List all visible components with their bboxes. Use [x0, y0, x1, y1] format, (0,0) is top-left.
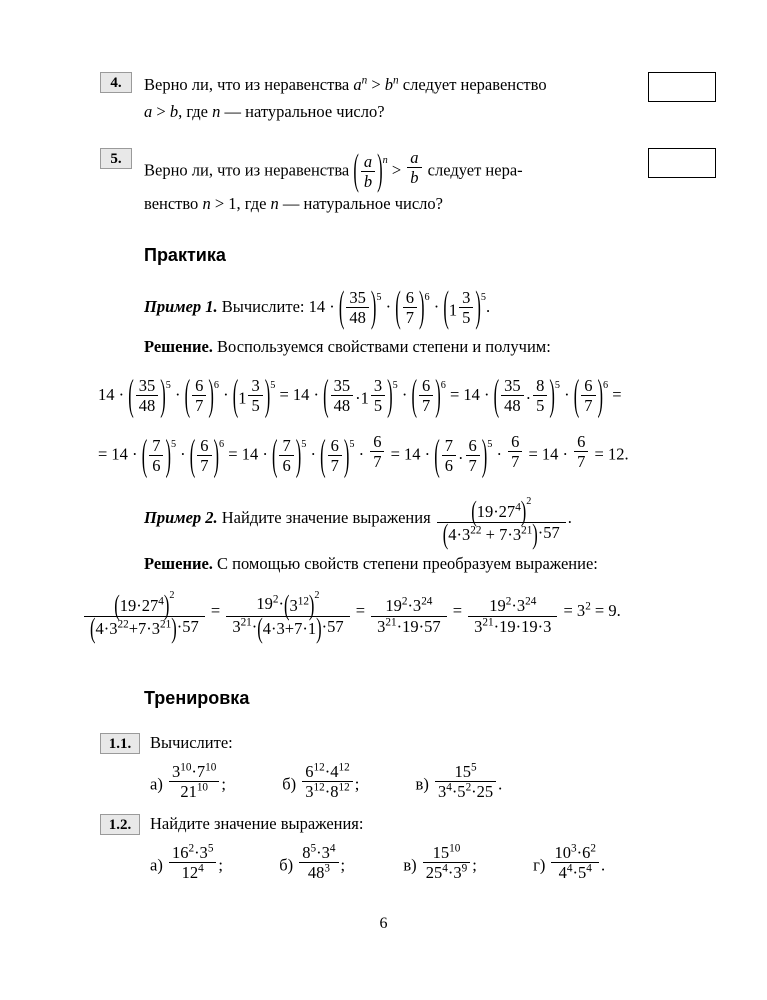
example-1-prompt: Вычислите:	[221, 296, 305, 316]
example-2-prompt: Найдите значение выражения	[221, 507, 431, 527]
question-4-text: Верно ли, что из неравенства $a^n > b^n$ следует неравенство a > b, где n — натуральное число?	[144, 74, 547, 121]
question-4-var-n: n	[212, 101, 221, 121]
question-5-line1-post: следует нера-	[427, 160, 523, 180]
task-1-1-item-c: в) $\frac{15^5}{3^4\cdot 5^2\cdot 25}$ .	[415, 761, 503, 802]
q5-l2-val: 1,	[228, 194, 241, 213]
task-1-2-item-d: г) $\frac{10^3\cdot 6^2}{4^4\cdot 5^4}$ .	[533, 842, 606, 883]
q5-l2-mid: где	[240, 194, 271, 213]
question-5-number: 5.	[100, 148, 132, 169]
task-1-2-number: 1.2.	[100, 814, 140, 835]
q5-l2-pre: венство	[144, 194, 203, 213]
question-5-text	[144, 144, 523, 195]
section-heading-practice: Практика	[144, 245, 226, 265]
question-5-line1-pre: Верно ли, что из неравенства	[144, 160, 354, 180]
q5-rhs-den: b	[407, 167, 421, 187]
item-letter: б)	[282, 774, 297, 794]
q5-exp: n	[382, 155, 388, 167]
task-1-1-text: Вычислите:	[150, 733, 233, 752]
task-1-1-number: 1.1.	[100, 733, 140, 754]
example-1-equation-line-2: = 14 · ( $\frac{7}{6}$ )$^5$ · ( $\frac{6}{7}$ )$^6$ = 14 · ( $\frac{7}{6}$ )$^5$ · ( $\frac{6}{7}$ )$^5$ · $\frac{6}{7}$ = 14 · ( $\frac{7}{6}$ · $\frac{6}{7}$ )$^5$ · $\frac{6}{7}$ = 14 · $\frac{6}{7}$ = 12.	[98, 429, 629, 480]
item-letter: б)	[279, 855, 294, 875]
task-1-2-item-c: в) $\frac{15^{10}}{25^4\cdot 3^9}$ ;	[403, 842, 477, 883]
task-1-2	[100, 814, 364, 835]
item-tail: ;	[340, 855, 346, 875]
question-4-line1-post: следует неравенство	[398, 75, 547, 94]
task-1-1-item-a: а) $\frac{3^{10}\cdot 7^{10}}{21^{10}}$ ;	[150, 761, 226, 802]
example-1-line	[144, 280, 491, 331]
task-1-1	[100, 733, 233, 754]
item-tail: .	[600, 855, 606, 875]
question-4-base-b: b	[384, 75, 394, 94]
task-1-2-items	[150, 843, 605, 883]
question-4-line2: где	[182, 101, 213, 121]
example-1-solution-intro	[144, 335, 551, 360]
q5-frac-den: b	[361, 171, 375, 191]
example-2-expression: $\frac{(19\cdot 27^4)^2}{(4\cdot 3^{22} + 7\cdot 3^{21})\cdot 57}$ .	[435, 508, 572, 527]
question-4-sign: >	[371, 75, 381, 94]
answer-box-4[interactable]	[648, 72, 716, 102]
q5-l2-n: n	[202, 194, 211, 213]
question-5	[100, 144, 660, 195]
example-2-line	[144, 495, 572, 551]
item-letter: а)	[150, 855, 163, 875]
question-4-base-a: a	[353, 75, 362, 94]
example-2-label: Пример 2.	[144, 507, 218, 527]
task-1-2-text: Найдите значение выражения:	[150, 814, 364, 833]
q5-l2-sign: >	[214, 194, 225, 213]
question-4-line1-pre: Верно ли, что из неравенства	[144, 75, 354, 94]
example-2-solution-label: Решение.	[144, 554, 213, 573]
question-4-number: 4.	[100, 72, 132, 93]
question-4-exp-2: n	[393, 74, 399, 87]
item-letter: а)	[150, 774, 163, 794]
example-2-solution-intro	[144, 552, 598, 577]
item-letter: в)	[403, 855, 417, 875]
task-1-1-item-b: б) $\frac{6^{12}\cdot 4^{12}}{3^{12}\cdot 8^{12}}$ ;	[282, 761, 360, 802]
question-4	[100, 72, 660, 125]
q5-l2-var: n	[270, 194, 279, 213]
question-5-fraction-group: ( $\frac{a}{b}$ )$^n$	[353, 144, 388, 195]
q5-rhs-num: a	[410, 148, 419, 167]
example-1-solution-text: Воспользуемся свойствами степени и получим:	[217, 337, 551, 356]
item-tail: ;	[218, 855, 224, 875]
item-tail: ;	[472, 855, 477, 875]
example-2-solution-text: С помощью свойств степени преобразуем выражение:	[217, 554, 598, 573]
task-1-1-items	[150, 762, 502, 802]
item-tail: ;	[221, 774, 226, 794]
example-2-equation-line-1: $\frac{(19\cdot 27^4)^2}{(4\cdot 3^{22}+7\cdot 3^{21})\cdot 57}$ = $\frac{19^2\cdot(3^{12})^2}{3^{21}\cdot(4\cdot 3+7\cdot 1)\cdot 57}$ = $\frac{19^2\cdot 3^{24}}{3^{21}\cdot 19\cdot 57}$ = $\frac{19^2\cdot 3^{24}}{3^{21}\cdot 19\cdot 19\cdot 3}$ = $3^2 = 9$.	[82, 594, 621, 638]
task-1-2-item-b: б) $\frac{8^5\cdot 3^4}{48^3}$ ;	[279, 842, 346, 883]
q5-l2-end: — натуральное число?	[278, 194, 443, 213]
item-letter: г)	[533, 855, 546, 875]
item-tail: ;	[354, 774, 360, 794]
item-tail: .	[498, 774, 503, 794]
question-5-line2	[144, 192, 443, 217]
question-4-second-sign: >	[156, 101, 166, 121]
page-number: 6	[379, 915, 388, 932]
answer-box-5[interactable]	[648, 148, 716, 178]
item-letter: в)	[415, 774, 429, 794]
section-heading-training: Тренировка	[144, 688, 250, 708]
example-1-expression: 14 · ( $\frac{35}{48}$ )$^5$ · ( $\frac{6}{7}$ )$^6$ · (1 $\frac{3}{5}$ )$^5$.	[308, 280, 491, 331]
example-1-equation-line-1: 14 · ( $\frac{35}{48}$ )$^5$ · ( $\frac{6}{7}$ )$^6$ · (1 $\frac{3}{5}$ )$^5$ = 14 · ( $\frac{35}{48}$ ·1 $\frac{3}{5}$ )$^5$ · ( $\frac{6}{7}$ )$^6$ = 14 · ( $\frac{35}{48}$ · $\frac{8}{5}$ )$^5$ · ( $\frac{6}{7}$ )$^6$ =	[98, 369, 622, 420]
question-4-second-b: b	[169, 101, 179, 121]
example-1-solution-label: Решение.	[144, 337, 213, 356]
task-1-2-item-a: а) $\frac{16^2\cdot 3^5}{12^4}$ ;	[150, 842, 224, 883]
example-1-label: Пример 1.	[144, 296, 218, 316]
q5-frac-num: a	[363, 151, 373, 171]
q5-sign: >	[391, 160, 402, 180]
question-4-exp-1: n	[361, 74, 368, 87]
question-4-line2-end: — натуральное число?	[220, 101, 385, 121]
question-4-second-a: a	[144, 101, 153, 121]
